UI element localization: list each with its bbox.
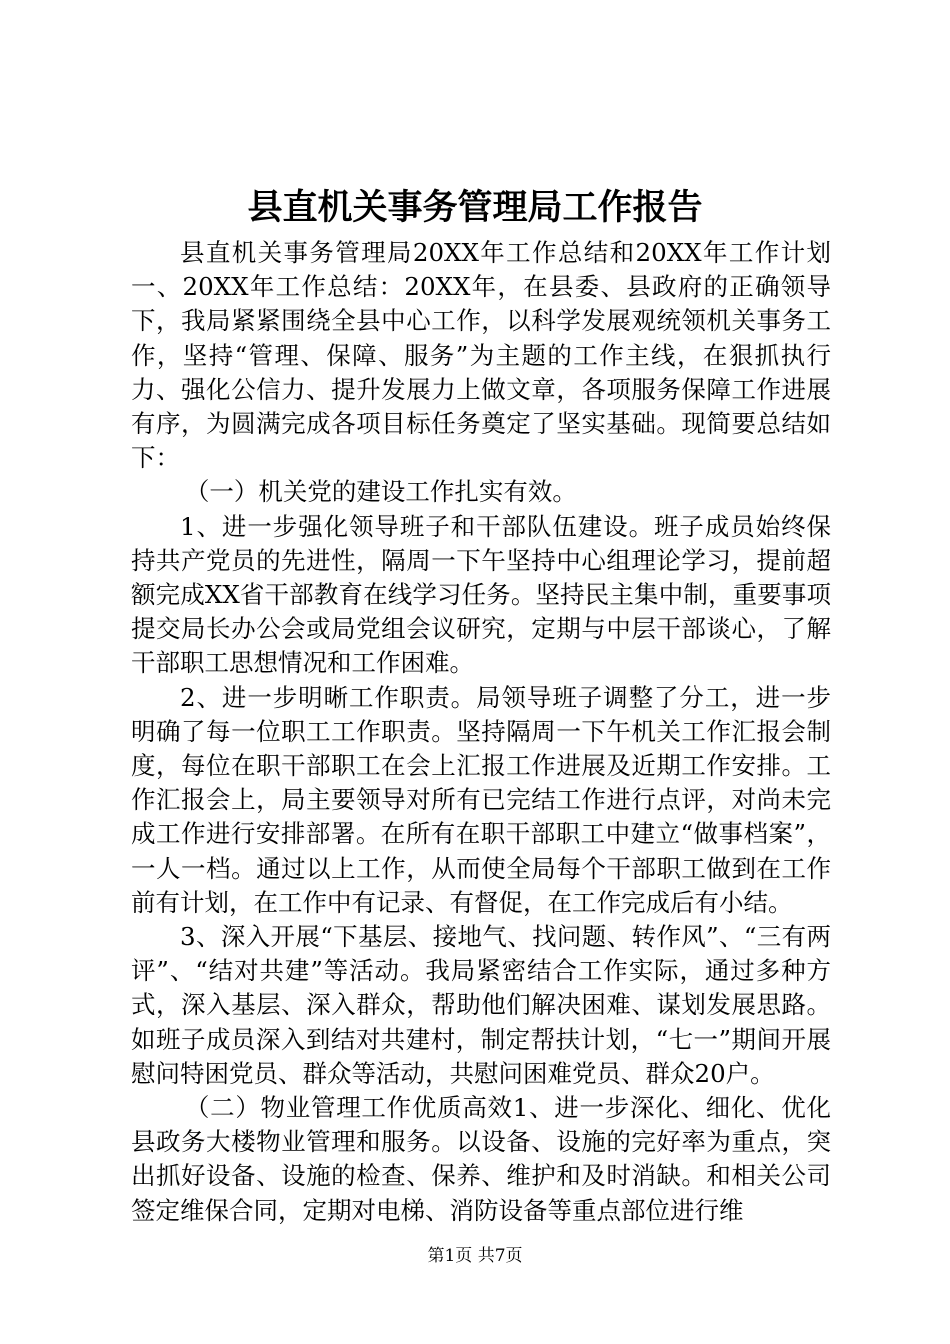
paragraph-intro: 县直机关事务管理局20XX年工作总结和20XX年工作计划一、20XX年工作总结：20XX年，在县委、县政府的正确领导下，我局紧紧围绕全县中心工作，以科学发展观统领机关事务工作，坚持“管理、保障、服务”为主题的工作主线，在狠抓执行力、强化公信力、提升发展力上做文章，各项服务保障工作进展有序，为圆满完成各项目标任务奠定了坚实基础。现简要总结如下： xyxy=(131,238,831,473)
document-body xyxy=(131,236,831,1228)
page-number-footer: 第1页 共7页 xyxy=(427,1246,523,1266)
paragraph-item-3: 3、深入开展“下基层、接地气、找问题、转作风”、“三有两评”、“结对共建”等活动。我局紧密结合工作实际，通过多种方式，深入基层、深入群众，帮助他们解决困难、谋划发展思路。如班子成员深入到结对共建村，制定帮扶计划，“七一”期间开展慰问特困党员、群众等活动，共慰问困难党员、群众20户。 xyxy=(131,922,831,1088)
document-title: 县直机关事务管理局工作报告 xyxy=(247,187,703,228)
section-heading-party-building: （一）机关党的建设工作扎实有效。 xyxy=(184,477,577,507)
paragraph-item-1: 1、进一步强化领导班子和干部队伍建设。班子成员始终保持共产党员的先进性，隔周一下午坚持中心组理论学习，提前超额完成XX省干部教育在线学习任务。坚持民主集中制，重要事项提交局长办公会或局党组会议研究，定期与中层干部谈心，了解干部职工思想情况和工作困难。 xyxy=(131,511,831,678)
paragraph-item-2: 2、进一步明晰工作职责。局领导班子调整了分工，进一步明确了每一位职工工作职责。坚持隔周一下午机关工作汇报会制度，每位在职干部职工在会上汇报工作进展及近期工作安排。工作汇报会上，局主要领导对所有已完结工作进行点评，对尚未完成工作进行安排部署。在所有在职干部职工中建立“做事档案”，一人一档。通过以上工作，从而使全局每个干部职工做到在工作前有计划，在工作中有记录、有督促，在工作完成后有小结。 xyxy=(131,682,831,917)
paragraph-property-management: （二）物业管理工作优质高效1、进一步深化、细化、优化县政务大楼物业管理和服务。以设备、设施的完好率为重点，突出抓好设备、设施的检查、保养、维护和及时消缺。和相关公司签定维保合同，定期对电梯、消防设备等重点部位进行维 xyxy=(131,1093,831,1225)
